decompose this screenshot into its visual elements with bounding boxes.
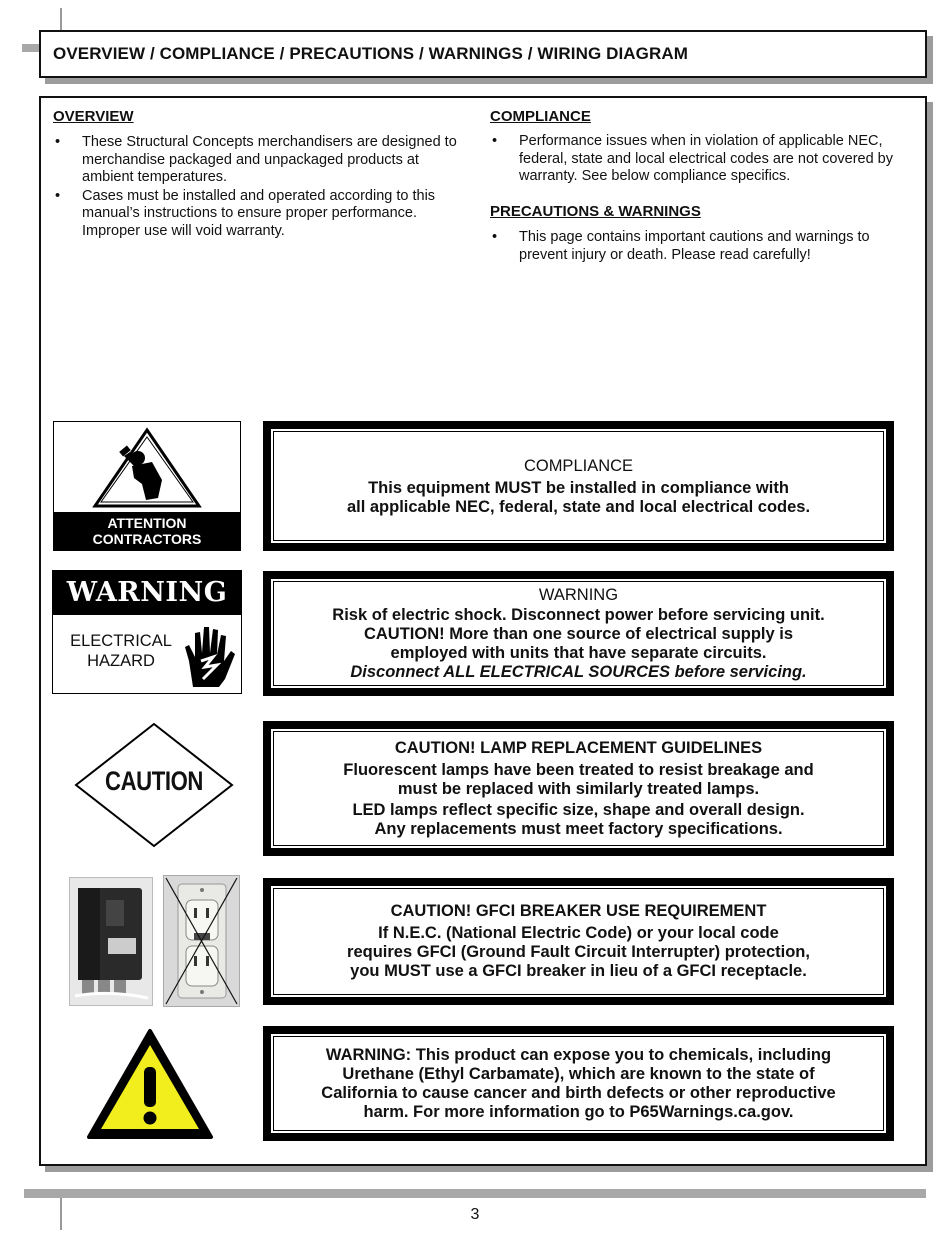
gfci-breaker-photo: [69, 877, 153, 1006]
breaker-icon: [70, 878, 152, 1005]
compliance-notice-line1: This equipment MUST be installed in compliance with: [368, 479, 789, 497]
compliance-notice-title: COMPLIANCE: [523, 457, 634, 475]
list-item: • These Structural Concepts merchandisers are designed to merchandise packaged and unpackaged products at ambient temperatures.: [53, 134, 468, 187]
electrical-hazard-label: [59, 631, 183, 671]
warning-notice-line2: CAUTION! More than one source of electrical supply is: [363, 624, 794, 643]
electrical-warning-notice: [263, 571, 894, 696]
overview-heading: OVERVIEW: [53, 108, 134, 125]
prop65-line1: WARNING: This product can expose you to chemicals, including: [325, 1045, 832, 1064]
list-item: • This page contains important cautions and warnings to prevent injury or death. Please read carefully!: [490, 229, 915, 264]
compliance-heading: COMPLIANCE: [490, 108, 591, 125]
shocked-hand-icon: [179, 621, 239, 691]
gfci-notice-line3: you MUST use a GFCI breaker in lieu of a GFCI receptacle.: [350, 962, 807, 980]
page-title: OVERVIEW / COMPLIANCE / PRECAUTIONS / WARNINGS / WIRING DIAGRAM: [53, 44, 689, 63]
worker-warning-icon: [54, 422, 240, 514]
lamp-notice-line4: Any replacements must meet factory specifications.: [374, 819, 783, 838]
list-item: • Cases must be installed and operated according to this manual’s instructions to ensure proper performance. Improper use will void warranty.: [53, 188, 468, 241]
bottom-gray-bar: [24, 1189, 926, 1198]
electrical-line1: ELECTRICAL: [70, 632, 172, 650]
top-gray-bar: [22, 44, 40, 52]
section-title-box: [39, 30, 927, 78]
prop65-warning-icon: [85, 1027, 215, 1141]
warning-notice-title: WARNING: [538, 585, 619, 604]
lamp-notice-line3: LED lamps reflect specific size, shape and overall design.: [352, 800, 805, 819]
compliance-list: [490, 133, 915, 187]
lamp-notice-line1: Fluorescent lamps have been treated to resist breakage and: [343, 760, 814, 779]
compliance-notice-line2: all applicable NEC, federal, state and local electrical codes.: [346, 498, 811, 516]
left-margin-rule: [60, 8, 62, 32]
lamp-notice-line2: must be replaced with similarly treated lamps.: [397, 779, 760, 798]
page-number: 3: [470, 1206, 480, 1223]
electrical-hazard-sign: [52, 570, 242, 694]
lamp-notice-title: CAUTION! LAMP REPLACEMENT GUIDELINES: [394, 738, 763, 757]
precautions-heading: PRECAUTIONS & WARNINGS: [490, 203, 701, 220]
gfci-notice-title: CAUTION! GFCI BREAKER USE REQUIREMENT: [390, 902, 767, 920]
warning-notice-line4: Disconnect ALL ELECTRICAL SOURCES before servicing.: [350, 662, 807, 681]
prop65-notice: [263, 1026, 894, 1141]
warning-header: WARNING: [53, 571, 241, 615]
prop65-line2: Urethane (Ethyl Carbamate), which are known to the state of: [342, 1064, 815, 1083]
caution-diamond-label: CAUTION: [105, 766, 203, 796]
attention-line2: CONTRACTORS: [92, 531, 202, 547]
prop65-line3: California to cause cancer and birth defects or other reproductive: [321, 1083, 836, 1102]
attention-contractors-sign: [53, 421, 241, 551]
compliance-notice: [263, 421, 894, 551]
gfci-requirement-notice: [263, 878, 894, 1005]
lamp-replacement-notice: [263, 721, 894, 856]
gfci-receptacle-photo: [163, 875, 240, 1007]
precautions-list: [490, 229, 915, 265]
warning-notice-line3: employed with units that have separate circuits.: [390, 643, 767, 662]
receptacle-crossed-icon: [164, 876, 239, 1006]
attention-line1: ATTENTION: [107, 515, 187, 531]
electrical-line2: HAZARD: [87, 652, 155, 670]
warning-notice-line1: Risk of electric shock. Disconnect power before servicing unit.: [332, 605, 825, 624]
attention-label-bar: [54, 512, 240, 550]
gfci-notice-line2: requires GFCI (Ground Fault Circuit Interrupter) protection,: [347, 943, 810, 961]
prop65-line4: harm. For more information go to P65Warnings.ca.gov.: [363, 1102, 794, 1121]
list-item: • Performance issues when in violation of applicable NEC, federal, state and local electrical codes are not covered by warranty. See below compliance specifics.: [490, 133, 915, 186]
gfci-notice-line1: If N.E.C. (National Electric Code) or your local code: [378, 924, 779, 942]
overview-list: [53, 134, 468, 241]
